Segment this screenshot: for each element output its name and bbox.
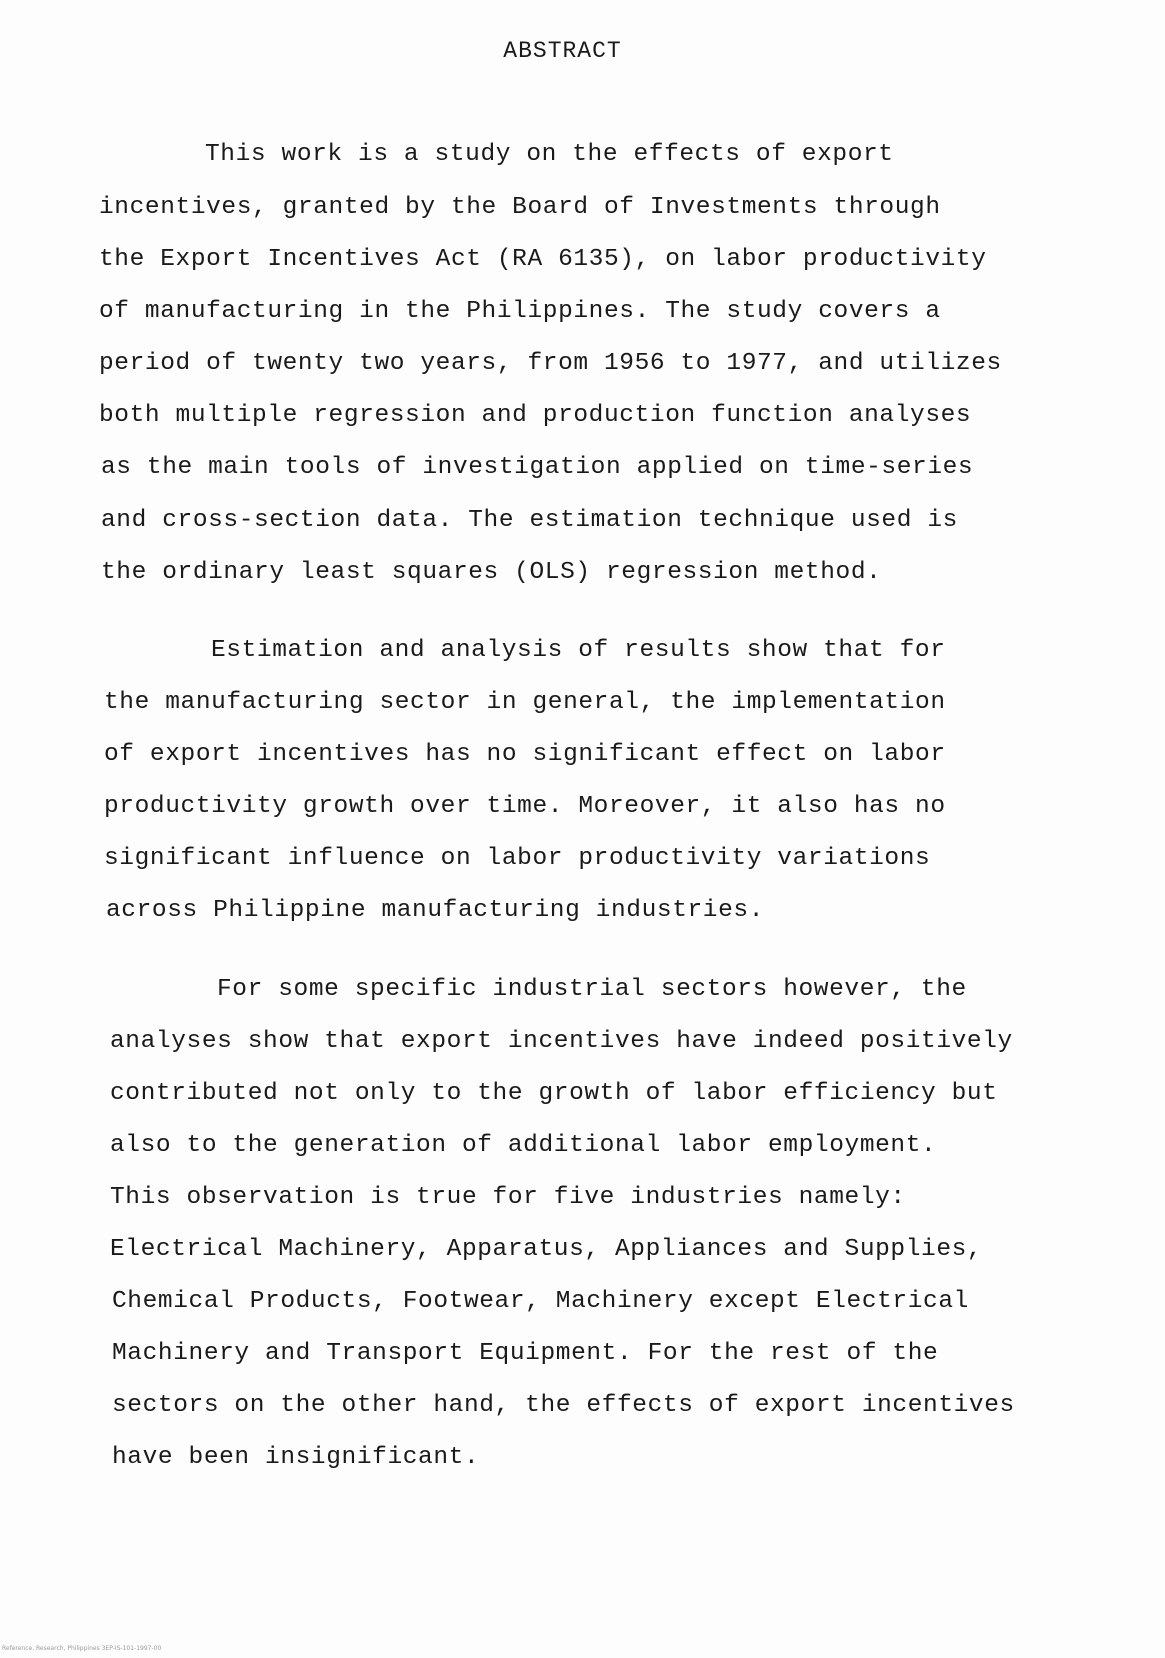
paragraph-3-line-7: Chemical Products, Footwear, Machinery except Electrical xyxy=(112,1288,969,1315)
paragraph-3-line-2: analyses show that export incentives have indeed positively xyxy=(110,1028,1013,1055)
paragraph-2-line-2: the manufacturing sector in general, the implementation xyxy=(104,689,946,716)
paragraph-3-line-6: Electrical Machinery, Apparatus, Appliances and Supplies, xyxy=(110,1236,983,1263)
paragraph-1-line-6: both multiple regression and production function analyses xyxy=(99,402,972,429)
paragraph-3-line-5: This observation is true for five industries namely: xyxy=(110,1184,906,1211)
paragraph-1-line-4: of manufacturing in the Philippines. The study covers a xyxy=(99,298,941,325)
paragraph-3-line-10: have been insignificant. xyxy=(112,1444,480,1471)
scan-footer: Reference, Research, Philippines 3EP-IS-101-1997-00 xyxy=(2,1645,162,1652)
paragraph-2-line-6: across Philippine manufacturing industries. xyxy=(106,897,765,924)
paragraph-3-line-9: sectors on the other hand, the effects of export incentives xyxy=(112,1392,1015,1419)
paragraph-3-line-8: Machinery and Transport Equipment. For the rest of the xyxy=(112,1340,939,1367)
paragraph-3-line-4: also to the generation of additional labor employment. xyxy=(110,1132,937,1159)
paragraph-3-line-1: For some specific industrial sectors however, the xyxy=(217,976,967,1003)
paragraph-1-line-2: incentives, granted by the Board of Investments through xyxy=(99,194,941,221)
paragraph-1-line-5: period of twenty two years, from 1956 to 1977, and utilizes xyxy=(99,350,1002,377)
paragraph-3-line-3: contributed not only to the growth of labor efficiency but xyxy=(110,1080,998,1107)
paragraph-1-line-3: the Export Incentives Act (RA 6135), on labor productivity xyxy=(99,246,987,273)
paragraph-1-line-7: as the main tools of investigation applied on time-series xyxy=(101,454,974,481)
paragraph-2-line-4: productivity growth over time. Moreover, it also has no xyxy=(104,793,946,820)
paragraph-2-line-3: of export incentives has no significant effect on labor xyxy=(104,741,946,768)
paragraph-1-line-8: and cross-section data. The estimation technique used is xyxy=(101,507,958,534)
paragraph-2-line-1: Estimation and analysis of results show that for xyxy=(211,637,946,664)
paragraph-2-line-5: significant influence on labor productivity variations xyxy=(104,845,931,872)
paragraph-1-line-9: the ordinary least squares (OLS) regression method. xyxy=(101,559,882,586)
paragraph-1-line-1: This work is a study on the effects of export xyxy=(205,141,894,168)
abstract-title: ABSTRACT xyxy=(503,38,622,64)
